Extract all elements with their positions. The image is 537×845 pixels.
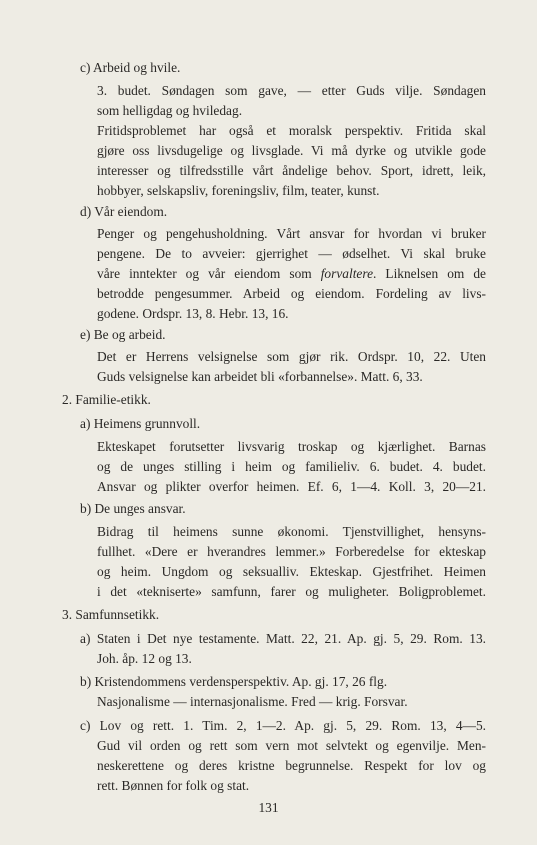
text-line: og de unges stilling i heim og familieliv. 6. budet. 4. budet. bbox=[97, 459, 486, 474]
text-line: betrodde pengesummer. Arbeid og eiendom. Fordeling av livs- bbox=[97, 286, 486, 301]
text-line: 3. Samfunnsetikk. bbox=[62, 607, 160, 622]
text-line: hobbyer, selskapsliv, foreningsliv, film, teater, kunst. bbox=[97, 183, 380, 198]
text-line: b) Kristendommens verdensperspektiv. Ap. gj. 17, 26 flg. bbox=[80, 674, 388, 689]
text-line: 3. budet. Søndagen som gave, — etter Guds vilje. Søndagen bbox=[97, 83, 486, 98]
text-line: Det er Herrens velsignelse som gjør rik. Ordspr. 10, 22. Uten bbox=[97, 349, 486, 364]
text-line: Joh. åp. 12 og 13. bbox=[97, 651, 192, 666]
text-line: i det «tekniserte» samfunn, farer og muligheter. Boligproblemet. bbox=[97, 584, 486, 599]
text-line: rett. Bønnen for folk og stat. bbox=[97, 778, 250, 793]
text-line: Ekteskapet forutsetter livsvarig troskap og kjærlighet. Barnas bbox=[97, 439, 486, 454]
text-line: a) Heimens grunnvoll. bbox=[80, 416, 201, 431]
text-line: 2. Familie-etikk. bbox=[62, 392, 151, 407]
text-line: Gud vil orden og rett som vern mot selvtekt og egenvilje. Men- bbox=[97, 738, 486, 753]
text-line: b) De unges ansvar. bbox=[80, 501, 186, 516]
text-line: e) Be og arbeid. bbox=[80, 327, 166, 342]
text-line: Penger og pengehusholdning. Vårt ansvar for hvordan vi bruker bbox=[97, 226, 486, 241]
text-line: Guds velsignelse kan arbeidet bli «forbannelse». Matt. 6, 33. bbox=[97, 369, 423, 384]
text-line: Ansvar og plikter overfor heimen. Ef. 6, 1—4. Koll. 3, 20—21. bbox=[97, 479, 486, 494]
text-line: pengene. De to avveier: gjerrighet — ødselhet. Vi skal bruke bbox=[97, 246, 486, 261]
text-line: godene. Ordspr. 13, 8. Hebr. 13, 16. bbox=[97, 306, 289, 321]
text-line: c) Arbeid og hvile. bbox=[80, 60, 181, 75]
text-line: Fritidsproblemet har også et moralsk perspektiv. Fritida skal bbox=[97, 123, 486, 138]
text-line: interesser og tilfredsstille vårt åndelige behov. Sport, idrett, leik, bbox=[97, 163, 486, 178]
text-line: Nasjonalisme — internasjonalisme. Fred — krig. Forsvar. bbox=[97, 694, 408, 709]
text-line: gjøre oss livsdugelige og livsglade. Vi må dyrke og utvikle gode bbox=[97, 143, 486, 158]
text-line: Bidrag til heimens sunne økonomi. Tjenstvillighet, hensyns- bbox=[97, 524, 486, 539]
text-line: som helligdag og hviledag. bbox=[97, 103, 243, 118]
text-line: og heim. Ungdom og seksualliv. Ekteskap. Gjestfrihet. Heimen bbox=[97, 564, 486, 579]
text-line: a) Staten i Det nye testamente. Matt. 22, 21. Ap. gj. 5, 29. Rom. 13. bbox=[80, 631, 486, 646]
text-line: fullhet. «Dere er hverandres lemmer.» Forberedelse for ekteskap bbox=[97, 544, 486, 559]
text-line: c) Lov og rett. 1. Tim. 2, 1—2. Ap. gj. 5, 29. Rom. 13, 4—5. bbox=[80, 718, 486, 733]
text-line: neskerettene og deres kristne begrunnelse. Respekt for lov og bbox=[97, 758, 486, 773]
text-line: våre inntekter og vår eiendom som forvaltere. Liknelsen om de bbox=[97, 266, 486, 281]
page-number: 131 bbox=[258, 800, 279, 815]
text-line: d) Vår eiendom. bbox=[80, 204, 168, 219]
